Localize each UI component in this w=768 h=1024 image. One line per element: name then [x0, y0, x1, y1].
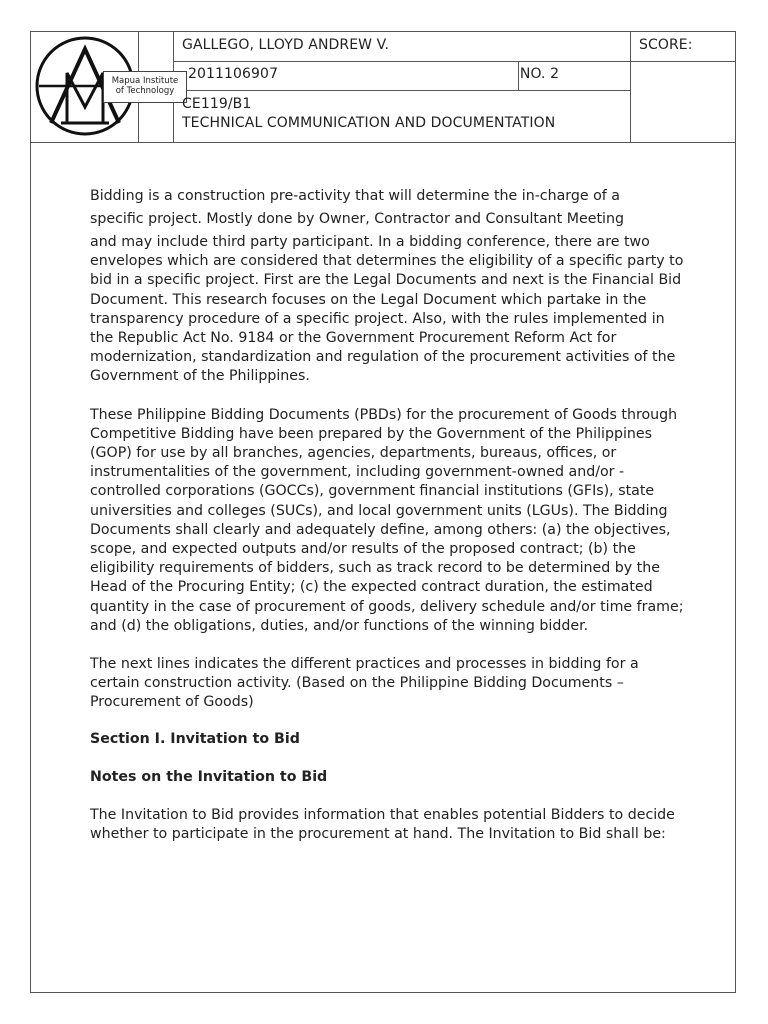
section-heading: Section I. Invitation to Bid: [90, 730, 300, 747]
notes-heading: Notes on the Invitation to Bid: [90, 768, 328, 785]
logo-caption: [103, 71, 187, 103]
header-row-rule-2: [173, 90, 630, 91]
header-row-rule-1: [173, 61, 736, 62]
paragraph-2: These Philippine Bidding Documents (PBDs) for the procurement of Goods through Competitive Bidding have been prepared by the Government of the Philippines (GOP) for use by all branches, agencies, departments, bureaus, offices, or instrumentalities of the government, including government-owned and/or -controlled corporations (GOCCs), government financial institutions (GFIs), state universities and colleges (SUCs), and local government units (LGUs). The Bidding Documents shall clearly and adequately define, among others: (a) the objectives, scope, and expected outputs and/or results of the proposed contract; (b) the eligibility requirements of bidders, such as track record to be determined by the Head of the Procuring Entity; (c) the expected contract duration, the estimated quantity in the case of procurement of goods, delivery schedule and/or time frame; and (d) the obligations, duties, and/or functions of the winning bidder.: [90, 406, 684, 634]
activity-number: NO. 2: [517, 66, 560, 82]
header-divider-score: [630, 31, 631, 142]
score-label: SCORE:: [639, 37, 693, 53]
course-section: CE119/B1: [182, 96, 252, 112]
paragraph-1-line-1: Bidding is a construction pre-activity that will determine the in-charge of a: [90, 188, 621, 204]
course-title: TECHNICAL COMMUNICATION AND DOCUMENTATION: [182, 115, 556, 131]
paragraph-1-rest: and may include third party participant. In a bidding conference, there are two envelopes which are considered that determines the eligibility of a specific party to bid in a specific project. First are the Legal Documents and next is the Financial Bid Document. This research focuses on the Legal Document which partake in the transparency procedure of a specific project. Also, with the rules implemented in the Republic Act No. 9184 or the Government Procurement Reform Act for modernization, standardization and regulation of the procurement activities of the Government of the Philippines.: [90, 234, 684, 385]
student-name: GALLEGO, LLOYD ANDREW V.: [182, 37, 390, 53]
document-body: [90, 185, 690, 844]
paragraph-1-line-2: specific project. Mostly done by Owner, Contractor and Consultant Meeting: [90, 211, 624, 227]
paragraph-4: The Invitation to Bid provides information that enables potential Bidders to decide whether to participate in the procurement at hand. The Invitation to Bid shall be:: [90, 807, 675, 843]
header-bottom-rule: [30, 142, 736, 143]
paragraph-3: The next lines indicates the different practices and processes in bidding for a certain construction activity. (Based on the Philippine Bidding Documents – Procurement of Goods): [90, 656, 639, 711]
logo-caption-line2: of Technology: [115, 86, 175, 96]
logo-caption-line1: Mapua Institute: [111, 76, 179, 86]
student-id: 20‌11106907: [188, 66, 279, 82]
